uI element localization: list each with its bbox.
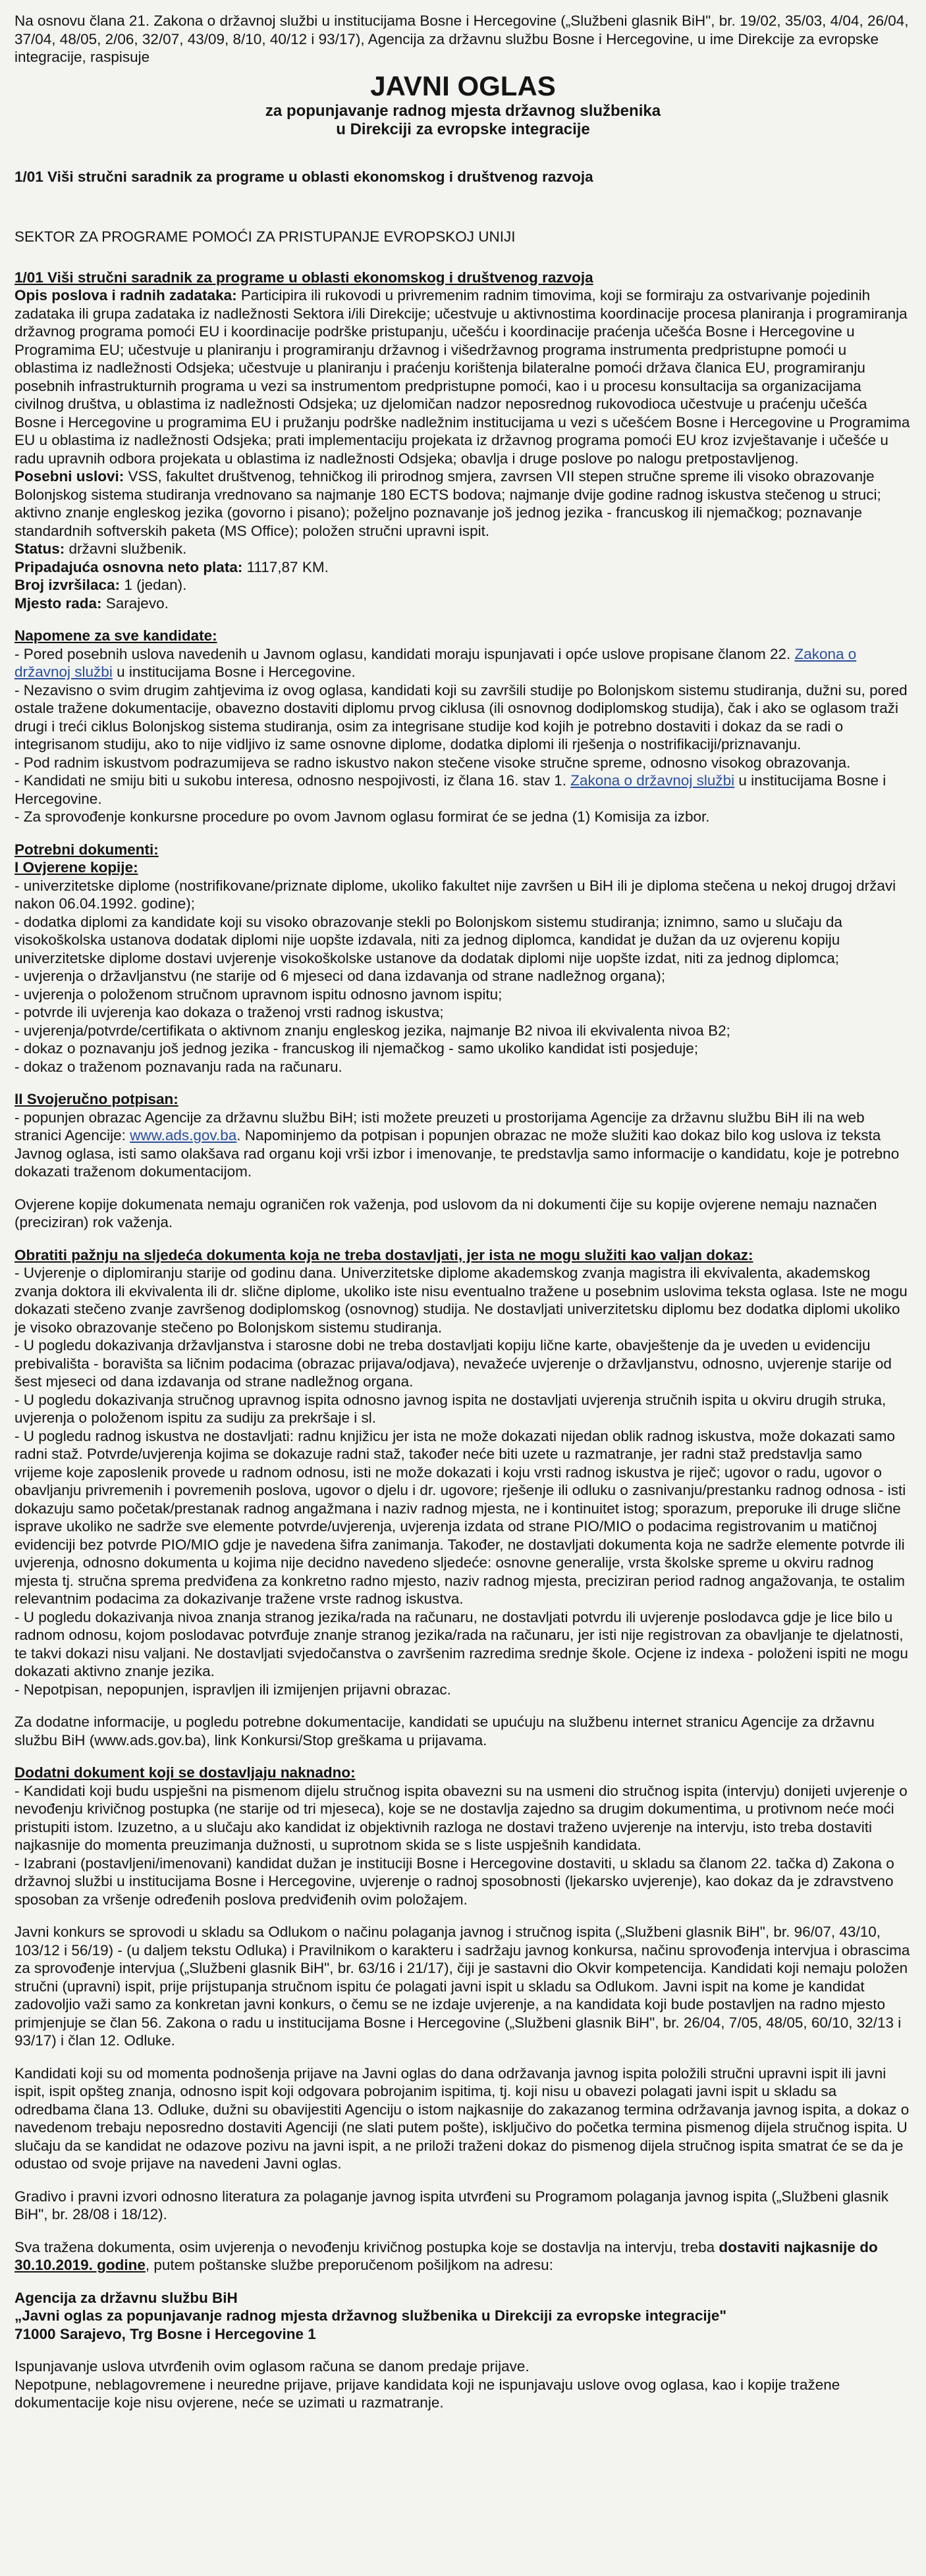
zakon-link-1[interactable]: Zakona o državnoj službi — [14, 645, 857, 680]
broj-line — [14, 576, 912, 594]
napomena-4-text-b: u institucijama Bosne i Hercegovine. — [14, 772, 886, 807]
opis-label: Opis poslova i radnih zadataka: — [14, 287, 237, 303]
final-note-1: Ispunjavanje uslova utvrđenih ovim oglasom računa se danom predaje prijave. — [14, 2358, 530, 2375]
list-item: - dokaz o traženom poznavanju rada na računaru. — [14, 1058, 342, 1075]
potrebni-dokumenti-heading: Potrebni dokumenti: — [14, 841, 159, 858]
sector-heading: SEKTOR ZA PROGRAME POMOĆI ZA PRISTUPANJE EVROPSKOJ UNIJI — [14, 228, 516, 245]
list-item: - uvjerenja o državljanstvu (ne starije od 6 mjeseci od dana izdavanja od strane nadležnog organa); — [14, 968, 666, 984]
gradivo-paragraph: Gradivo i pravni izvori odnosno literatura za polaganje javnog ispita utvrđeni su Programom polaganja javnog ispita („Službeni glasnik BiH", br. 28/08 i 18/12). — [14, 2188, 888, 2222]
status-text: državni službenik. — [65, 540, 187, 557]
ads-website-link[interactable]: www.ads.gov.ba — [130, 1127, 237, 1143]
ovjerene-kopije-heading: I Ovjerene kopije: — [14, 859, 138, 876]
napomena-5: - Za sprovođenje konkursne procedure po ovom Javnom oglasu formirat će se jedna (1) Komisija za izbor. — [14, 808, 710, 825]
list-item: - dokaz o poznavanju još jednog jezika - francuskog ili njemačkog - samo ukoliko kandidat isti posjeduje; — [14, 1040, 699, 1057]
rok-bold: dostaviti najkasnije do — [719, 2238, 878, 2255]
list-item: - dodatka diplomi za kandidate koji su visoko obrazovanje stekli po Bolonjskom sistemu studiranja; iznimno, samo u slučaju da visokoškolska ustanova dodatak diplomi nije uopšte izdavala, niti za jednog diplomca, kandidat je dužan da uz ovjerenu kopiju univerzitetske diplome dostavi uvjerenje visokoškolske ustanove da dodatak diplomi nije uopšte izdat, niti za jednog diplomca; — [14, 913, 842, 966]
napomena-1-text-b: u institucijama Bosne i Hercegovine. — [112, 664, 356, 680]
opis-text: Participira ili rukovodi u privremenim radnim timovima, koji se formiraju za ostvarivanje pojedinih zadataka ili grupa zadataka iz nadležnosti Sektora i/ili Direkcije; učestvuje u aktivnostima koordinacije procesa planiranja i programiranja državnog programa pomoći EU i koordinacije podrške pristupanju, učešću i koordinacije praćenja učešća Bosne i Hercegovine u Programima EU; učestvuje u planiranju i programiranju državnog i višedržavnog programa instrumenta predpristupne pomoći u oblastima iz nadležnosti Odsjeka; učestvuje u planiranju i praćenju korištenja bilateralne pomoći država članica EU, programiranju posebnih infrastrukturnih programa u vezi sa instrumentom predpristupne pomoći, kao i u procesu konsultacija sa organizacijama civilnog društva, u oblastima iz nadležnosti Odsjeka; uz djelomičan nadzor neposrednog rukovodioca učestvuje u praćenju učešća Bosne i Hercegovine u programima EU i pružanju podrške nadležnim institucijama u vezi s učešćem Bosne i Hercegovine u Programima EU u oblastima iz nadležnosti Odsjeka; prati implementaciju projekata iz državnog programa pomoći EU kroz izvještavanje i učešće u radu upravnih odbora projekata u oblastima iz nadležnosti Odsjeka; obavlja i druge poslove po nalogu pretpostavljenog. — [14, 287, 910, 467]
plata-text: 1117,87 KM. — [242, 558, 329, 575]
plata-line — [14, 558, 912, 577]
uslovi-paragraph — [14, 467, 912, 540]
list-item: - potvrde ili uvjerenja kao dokaza o traženoj vrsti radnog iskustva; — [14, 1004, 444, 1020]
list-item: - uvjerenja o položenom stručnom upravnom ispitu odnosno javnom ispitu; — [14, 986, 503, 1003]
intro-paragraph: Na osnovu člana 21. Zakona o državnoj službi u institucijama Bosne i Hercegovine („Službeni glasnik BiH", br. 19/02, 35/03, 4/04, 26/04, 37/04, 48/05, 2/06, 32/07, 43/09, 8/10, 40/12 i 93/17), Agencija za državnu službu Bosne i Hercegovine, u ime Direkcije za evropske integracije, raspisuje — [14, 13, 909, 65]
svojerucno-text-a: - popunjen obrazac Agencije za državnu službu BiH; isti možete preuzeti u prostorijama Agencije za državnu službu BiH ili na web stranici Agencije: — [14, 1109, 865, 1143]
uslovi-text: VSS, fakultet društvenog, tehničkog ili prirodnog smjera, zavrsen VII stepen stručne spreme ili visoko obrazovanje Bolonjskog sistema studiranja vrednovano sa najmanje 180 ECTS bodova; najmanje dvije godine radnog iskustva stečenog u struci; aktivno znanje engleskog jezika (govorno i pisano); poželjno poznavanje još jednog jezika - francuskog ili njemačkog; poznavanje standardnih softverskih paketa (MS Office); položen stručni upravni ispit. — [14, 468, 881, 539]
address-line-2: „Javni oglas za popunjavanje radnog mjesta državnog službenika u Direkciji za evropske integracije" — [14, 2307, 727, 2324]
list-item: - U pogledu dokazivanja stručnog upravnog ispita odnosno javnog ispita ne dostavljati uvjerenja stručnih ispita u okviru drugih struka, uvjerenja o položenom ispitu za sudiju za prekršaje i sl. — [14, 1391, 886, 1426]
obratiti-paznju-heading: Obratiti pažnju na sljedeća dokumenta koja ne treba dostavljati, jer ista ne mogu služiti kao valjan dokaz: — [14, 1246, 753, 1263]
ovjerene-kopije-list — [14, 877, 912, 1076]
mjesto-line — [14, 594, 912, 613]
uslovi-label: Posebni uslovi: — [14, 468, 124, 485]
opis-paragraph — [14, 286, 912, 467]
rok-paragraph — [14, 2238, 912, 2274]
list-item: - U pogledu dokazivanja državljanstva i starosne dobi ne treba dostavljati kopiju lične karte, obavještenje da je uveden u evidenciju prebivališta - boravišta sa ličnim podacima (obrazac prijava/odjava), nevažeće uvjerenje o državljanstvu, odnosno, uvjerenje starije od šest mjeseci od dana izdavanja od strane nadležnog organa. — [14, 1337, 892, 1390]
dodatne-informacije: Za dodatne informacije, u pogledu potrebne dokumentacije, kandidati se upućuju na službenu internet stranicu Agencije za državnu službu BiH (www.ads.gov.ba), link Konkursi/Stop greškama u prijavama. — [14, 1714, 875, 1748]
rok-date: 30.10.2019. godine — [14, 2257, 146, 2273]
kandidati-paragraph: Kandidati koji su od momenta podnošenja prijave na Javni oglas do dana održavanja javnog ispita položili stručni upravni ispit ili javni ispit, ispit opšteg znanja, odnosno ispit koji odgovara pobrojanim ispitima, tj. koji nisu u obavezi polagati javni ispit u skladu sa odredbama člana 13. Odluke, dužni su obavijestiti Agenciju o istom najkasnije do zakazanog termina održavanja javnog ispita, a dokaz o navedenom trebaju neposredno dostaviti Agenciji (ne slati putem pošte), isključivo do početka termina pismenog dijela stručnog ispita. U slučaju da se kandidat ne odazove pozivu na javni ispit, a ne priloži traženi dokaz do pismenog dijela stručnog ispita smatrat će se da je odustao od svoje prijave na navedeni Javni oglas. — [14, 2064, 910, 2172]
list-item: - Kandidati koji budu uspješni na pismenom dijelu stručnog ispita obavezni su na usmeni dio stručnog ispita (intervju) donijeti uvjerenje o nevođenju krivičnog postupka (ne starije od tri mjeseca), koje se ne dostavlja zajedno sa drugim dokumentima, u protivnom neće moći pristupiti istom. Izuzetno, a u slučaju ako kandidat iz objektivnih razloga ne dostavi traženo uvjerenje na intervju, isto treba dostaviti najkasnije do momenta preuzimanja dužnosti, u suprotnom skida se s liste uspješnih kandidata. — [14, 1782, 908, 1853]
javni-konkurs-paragraph: Javni konkurs se sprovodi u skladu sa Odlukom o načinu polaganja javnog i stručnog ispita („Službeni glasnik BiH", br. 96/07, 43/10, 103/12 i 56/19) - (u daljem tekstu Odluka) i Pravilnikom o karakteru i sadržaju javnog konkursa, načinu sprovođenja intervjua i obrascima za sprovođenje intervjua („Službeni glasnik BiH", br. 63/16 i 21/17), čiji je sastavni dio Okvir kompetencija. Kandidati koji nemaju položen stručni (upravni) ispit, prije prijstupanja stručnom ispitu će polagati javni ispit u skladu sa Odlukom. Javni ispit na kome je kandidat zadovoljio važi samo za konkretan javni konkurs, o čemu se ne izdaje uvjerenje, a na kandidata koji bude postavljen na radno mjesto primjenjuje se član 56. Zakona o radu u institucijama Bosne i Hercegovine („Službeni glasnik BiH", br. 26/04, 7/05, 48/05, 60/10, 32/13 i 93/17) i član 12. Odluke. — [14, 1924, 910, 2049]
rok-text-b: , putem poštanske službe preporučenom pošiljkom na adresu: — [145, 2257, 553, 2273]
page-title: JAVNI OGLAS — [370, 70, 556, 101]
napomena-2: - Nezavisno o svim drugim zahtjevima iz ovog oglasa, kandidati koji su završili studije po Bolonjskom sistemu studiranja, dužni su, pored ostale tražene dokumentacije, obavezno dostaviti diplomu prvog ciklusa (ili osnovnog dodiplomskog studija), čak i ako se oglasom traži drugi i treći ciklus Bolonjskog sistema studiranja, osim za integrisane studije kod kojih je potrebno dostaviti i dokaz da se radi o integrisanom studiju, ako to nije vidljivo iz same osnovne diplome, dodatka diplomi ili rješenja o nostrifikaciji/priznavanju. — [14, 681, 908, 752]
plata-label: Pripadajuća osnovna neto plata: — [14, 558, 243, 575]
obratiti-paznju-list — [14, 1264, 912, 1698]
napomene-heading: Napomene za sve kandidate: — [14, 627, 217, 644]
svojerucno-text-b: . Napominjemo da potpisan i popunjen obrazac ne može služiti kao dokaz bilo kog uslova iz teksta Javnog oglasa, isti samo olakšava rad organu koji vrši izbor i imenovanje, te predstavlja samo informacije o kandidatu, koje je potrebno dokazati traženom dokumentacijom. — [14, 1127, 900, 1180]
list-item: - uvjerenja/potvrde/certifikata o aktivnom znanju engleskog jezika, najmanje B2 nivoa ili ekvivalenta nivoa B2; — [14, 1022, 730, 1039]
napomena-1-text-a: - Pored posebnih uslova navedenih u Javnom oglasu, kandidati moraju ispunjavati i opće uslove propisane članom 22. — [14, 645, 795, 662]
list-item: - U pogledu dokazivanja nivoa znanja stranog jezika/rada na računaru, ne dostavljati potvrdu ili uvjerenje poslodavca gdje je lice bilo u radnom odnosu, kojom poslodavac potvrđuje znanje stranog jezika/rada na računaru, jer isti nije registrovan za obavljanje te djelatnosti, te takvi dokazi nisu valjani. Ne dostavljati svjedočanstva o završenim razredima srednje škole. Ocjene iz indexa - položeni ispiti ne mogu dokazati aktivno znanje jezika. — [14, 1608, 908, 1679]
ovjerene-kopije-note: Ovjerene kopije dokumenata nemaju ograničen rok važenja, pod uslovom da ni dokumenti čije su kopije ovjerene nemaju naznačen (preciziran) rok važenja. — [14, 1196, 877, 1230]
napomena-4 — [14, 772, 912, 808]
status-line — [14, 540, 912, 558]
list-item: - univerzitetske diplome (nostrifikovane/priznate diplome, ukoliko fakultet nije završen u BiH ili je diploma stečena u nekoj drugoj državi nakon 06.04.1992. godine); — [14, 877, 896, 912]
svojerucno-paragraph — [14, 1109, 912, 1181]
status-label: Status: — [14, 540, 65, 557]
list-item: - Izabrani (postavljeni/imenovani) kandidat dužan je instituciji Bosne i Hercegovine dostaviti, u skladu sa članom 22. tačka d) Zakona o državnoj službi u institucijama Bosne i Hercegovine, uvjerenje o radnoj sposobnosti (ljekarsko uvjerenje), kao dokaz da je zdravstveno sposoban za vršenje određenih poslova predviđenih ovim položajem. — [14, 1854, 894, 1908]
napomena-3: - Pod radnim iskustvom podrazumijeva se radno iskustvo nakon stečene visoke stručne spreme, odnosno visokog obrazovanja. — [14, 754, 851, 771]
header-block — [14, 70, 912, 139]
address-line-1: Agencija za državnu službu BiH — [14, 2289, 238, 2306]
svojerucno-heading: II Svojeručno potpisan: — [14, 1091, 178, 1107]
zakon-link-2[interactable]: Zakona o državnoj službi — [570, 772, 735, 789]
subtitle-line-1: za popunjavanje radnog mjesta državnog službenika — [265, 101, 661, 120]
mjesto-label: Mjesto rada: — [14, 594, 102, 612]
subtitle-line-2: u Direkciji za evropske integracije — [336, 120, 590, 138]
list-item: - Nepotpisan, nepopunjen, ispravljen ili izmijenjen prijavni obrazac. — [14, 1681, 451, 1698]
final-note-2: Nepotpune, neblagovremene i neuredne prijave, prijave kandidata koji ne ispunjavaju uslove ovog oglasa, kao i kopije tražene dokumentacije koje nisu ovjerene, neće se uzimati u razmatranje. — [14, 2376, 840, 2411]
napomena-4-text-a: - Kandidati ne smiju biti u sukobu interesa, odnosno nespojivosti, iz člana 16. stav 1. — [14, 772, 571, 789]
list-item: - Uvjerenje o diplomiranju starije od godinu dana. Univerzitetske diplome akademskog zvanja magistra ili ekvivalenta, akademskog zvanja doktora ili ekvivalenta ili dr. slične diplome, ukoliko iste nisu eventualno tražene u posebnim uslovima teksta oglasa. Iste ne mogu dokazati stečeno zvanje završenog dodiplomskog (osnovnog) studija. Ne dostavljati univerzitetsku diplomu bez dodatka diplomi ukoliko je visoko obrazovanje stečeno po Bolonjskom sistemu studiranja. — [14, 1265, 908, 1336]
mjesto-text: Sarajevo. — [101, 594, 169, 612]
address-line-3: 71000 Sarajevo, Trg Bosne i Hercegovine 1 — [14, 2325, 316, 2342]
address-block — [14, 2289, 912, 2344]
broj-label: Broj izvršilaca: — [14, 577, 121, 593]
position-heading: 1/01 Viši stručni saradnik za programe u oblasti ekonomskog i društvenog razvoja — [14, 168, 593, 185]
position-heading-2: 1/01 Viši stručni saradnik za programe u oblasti ekonomskog i društvenog razvoja — [14, 269, 593, 286]
rok-text-a: Sva tražena dokumenta, osim uvjerenja o nevođenju krivičnog postupka koje se dostavlja na intervju, treba — [14, 2238, 719, 2255]
broj-text: 1 (jedan). — [120, 577, 187, 593]
napomena-1 — [14, 645, 912, 681]
list-item: - U pogledu radnog iskustva ne dostavljati: radnu knjižicu jer ista ne može dokazati nijedan oblik radnog iskustva, može dokazati samo radni staž. Potvrde/uvjerenja kojima se dokazuje radni staž, također neće biti uzete u razmatranje, jer radni staž predstavlja samo vrijeme koje zaposlenik provede u radnom odnosu, isti ne može dokazati i koju vrsti radnog iskustva je riječ; ugovor o radu, ugovor o obavljanju privremenih i povremenih poslova, ugovor o djelu i dr. ugovore; rješenje ili odluku o zasnivanju/prestanku radnog odnosa - isti dokazuju samo početak/prestanak radnog angažmana i naziv radnog mjesta, ne i kontinuitet istog; sporazum, preporuke ili druge slične isprave ukoliko ne sadrže sve elemente potvrde/uvjerenja, uvjerenja izdata od strane PIO/MIO o podacima registrovanim u matičnoj evidenciji bez potvrde PIO/MIO gdje je navedena šifra zanimanja. Također, ne dostavljati dokumenta koja ne sadrže elemente potvrde ili uvjerenja, odnosno dokumenta u kojima nije decidno navedeno sljedeće: osnovne generalije, vrsta školske spreme u okviru radnog mjesta tj. stručna sprema predviđena za konkretno radno mjesto, naziv radnog mjesta, preciziran period radnog angažovanja, te ostalim relevantnim podacima za dokazivanje tražene vrste radnog iskustva. — [14, 1427, 906, 1607]
dodatni-dokument-heading: Dodatni dokument koji se dostavljaju naknadno: — [14, 1764, 356, 1781]
